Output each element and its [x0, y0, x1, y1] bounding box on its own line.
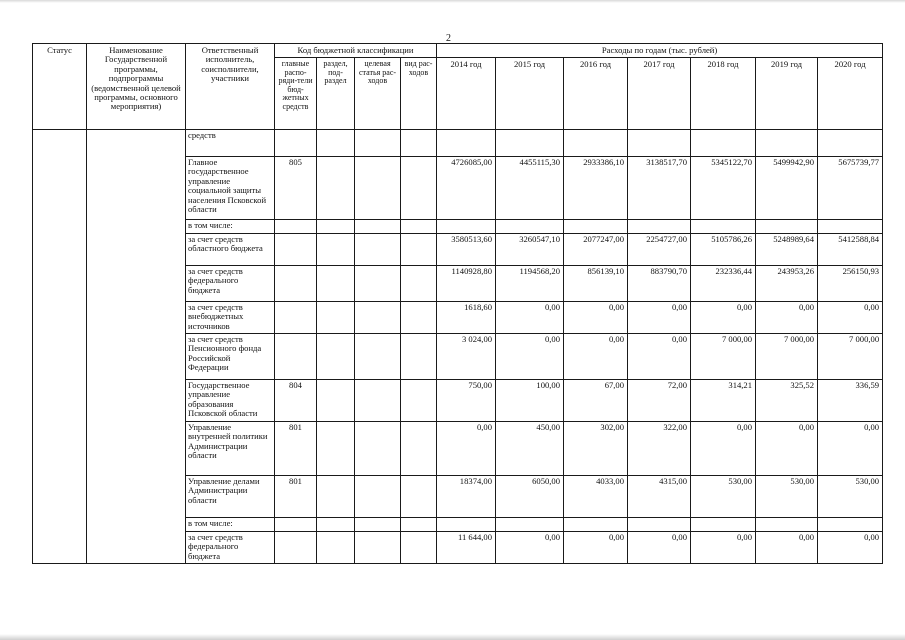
budget-table-container: [32, 43, 882, 570]
executor-cell: за счет средств федерального бюджета: [186, 532, 275, 564]
code-cell: [355, 334, 401, 380]
grbs-code-cell: 801: [275, 476, 317, 518]
amount-cell: 5345122,70: [691, 157, 756, 220]
amount-cell: 0,00: [437, 422, 496, 476]
program-name-cell: [87, 130, 186, 564]
code-cell: [355, 234, 401, 266]
amount-cell: 0,00: [756, 302, 818, 334]
code-cell: [317, 157, 355, 220]
grbs-code-cell: [275, 234, 317, 266]
header-executor: Ответственный исполнитель, соисполнители, участники: [186, 44, 275, 130]
code-cell: [317, 334, 355, 380]
amount-cell: [437, 130, 496, 157]
amount-cell: 11 644,00: [437, 532, 496, 564]
amount-cell: 243953,26: [756, 266, 818, 302]
amount-cell: 0,00: [691, 422, 756, 476]
amount-cell: 5105786,26: [691, 234, 756, 266]
amount-cell: 3580513,60: [437, 234, 496, 266]
amount-cell: 4455115,30: [496, 157, 564, 220]
amount-cell: [564, 130, 628, 157]
code-cell: [317, 234, 355, 266]
amount-cell: 336,59: [818, 380, 883, 422]
header-grbs: главные распо-ряди-тели бюд-жетных средств: [275, 58, 317, 130]
amount-cell: 322,00: [628, 422, 691, 476]
code-cell: [317, 476, 355, 518]
code-cell: [401, 334, 437, 380]
executor-cell: за счет средств областного бюджета: [186, 234, 275, 266]
amount-cell: [628, 130, 691, 157]
header-expenses: Расходы по годам (тыс. рублей): [437, 44, 883, 58]
amount-cell: 0,00: [756, 532, 818, 564]
amount-cell: 0,00: [628, 532, 691, 564]
code-cell: [355, 518, 401, 532]
amount-cell: 4315,00: [628, 476, 691, 518]
executor-cell: Главное государственное управление социальной защиты населения Псковской области: [186, 157, 275, 220]
amount-cell: 0,00: [628, 302, 691, 334]
scan-top-edge: [0, 0, 905, 3]
amount-cell: 302,00: [564, 422, 628, 476]
amount-cell: 1140928,80: [437, 266, 496, 302]
executor-cell: за счет средств внебюджетных источников: [186, 302, 275, 334]
amount-cell: 7 000,00: [756, 334, 818, 380]
executor-cell: за счет средств федерального бюджета: [186, 266, 275, 302]
amount-cell: 0,00: [818, 532, 883, 564]
header-rzpr: раздел, под-раздел: [317, 58, 355, 130]
header-status: Статус: [33, 44, 87, 130]
code-cell: [355, 266, 401, 302]
amount-cell: 0,00: [496, 302, 564, 334]
amount-cell: 4033,00: [564, 476, 628, 518]
code-cell: [401, 532, 437, 564]
code-cell: [401, 234, 437, 266]
code-cell: [317, 518, 355, 532]
amount-cell: 5499942,90: [756, 157, 818, 220]
amount-cell: 72,00: [628, 380, 691, 422]
amount-cell: [818, 220, 883, 234]
grbs-code-cell: [275, 518, 317, 532]
code-cell: [401, 518, 437, 532]
amount-cell: 0,00: [691, 302, 756, 334]
grbs-code-cell: 805: [275, 157, 317, 220]
amount-cell: [496, 518, 564, 532]
code-cell: [317, 422, 355, 476]
amount-cell: 750,00: [437, 380, 496, 422]
code-cell: [355, 422, 401, 476]
amount-cell: 6050,00: [496, 476, 564, 518]
grbs-code-cell: 801: [275, 422, 317, 476]
code-cell: [317, 266, 355, 302]
amount-cell: 0,00: [496, 334, 564, 380]
amount-cell: 0,00: [564, 334, 628, 380]
amount-cell: 3260547,10: [496, 234, 564, 266]
amount-cell: 530,00: [691, 476, 756, 518]
code-cell: [401, 302, 437, 334]
amount-cell: [628, 518, 691, 532]
code-cell: [401, 422, 437, 476]
amount-cell: [756, 220, 818, 234]
amount-cell: 530,00: [818, 476, 883, 518]
amount-cell: 5248989,64: [756, 234, 818, 266]
amount-cell: 256150,93: [818, 266, 883, 302]
amount-cell: 3138517,70: [628, 157, 691, 220]
amount-cell: 0,00: [691, 532, 756, 564]
code-cell: [317, 532, 355, 564]
amount-cell: [756, 518, 818, 532]
status-cell: [33, 130, 87, 564]
header-year: 2015 год: [496, 58, 564, 130]
amount-cell: 2254727,00: [628, 234, 691, 266]
grbs-code-cell: [275, 266, 317, 302]
code-cell: [355, 302, 401, 334]
amount-cell: [691, 130, 756, 157]
amount-cell: 4726085,00: [437, 157, 496, 220]
amount-cell: 18374,00: [437, 476, 496, 518]
amount-cell: 0,00: [818, 422, 883, 476]
executor-cell: средств: [186, 130, 275, 157]
table-body: [33, 130, 883, 564]
grbs-code-cell: [275, 532, 317, 564]
amount-cell: [691, 518, 756, 532]
amount-cell: 5675739,77: [818, 157, 883, 220]
executor-cell: Управление делами Администрации области: [186, 476, 275, 518]
code-cell: [355, 130, 401, 157]
amount-cell: 7 000,00: [818, 334, 883, 380]
amount-cell: 0,00: [496, 532, 564, 564]
grbs-code-cell: [275, 220, 317, 234]
grbs-code-cell: [275, 130, 317, 157]
amount-cell: 0,00: [628, 334, 691, 380]
grbs-code-cell: [275, 302, 317, 334]
code-cell: [317, 130, 355, 157]
code-cell: [401, 266, 437, 302]
code-cell: [401, 380, 437, 422]
executor-cell: Государственное управление образования Псковской области: [186, 380, 275, 422]
header-year: 2014 год: [437, 58, 496, 130]
grbs-code-cell: 804: [275, 380, 317, 422]
amount-cell: 0,00: [564, 302, 628, 334]
amount-cell: 0,00: [756, 422, 818, 476]
budget-table: [32, 43, 883, 564]
amount-cell: 0,00: [564, 532, 628, 564]
amount-cell: [564, 220, 628, 234]
amount-cell: [437, 518, 496, 532]
code-cell: [401, 220, 437, 234]
amount-cell: 530,00: [756, 476, 818, 518]
amount-cell: [818, 130, 883, 157]
header-vr: вид рас-ходов: [401, 58, 437, 130]
amount-cell: 1618,60: [437, 302, 496, 334]
code-cell: [355, 532, 401, 564]
code-cell: [317, 380, 355, 422]
code-cell: [355, 476, 401, 518]
executor-cell: Управление внутренней политики Администрации области: [186, 422, 275, 476]
amount-cell: [496, 220, 564, 234]
header-year: 2016 год: [564, 58, 628, 130]
code-cell: [317, 302, 355, 334]
executor-cell: в том числе:: [186, 518, 275, 532]
amount-cell: [628, 220, 691, 234]
scan-bottom-edge: [0, 634, 905, 640]
code-cell: [355, 220, 401, 234]
grbs-code-cell: [275, 334, 317, 380]
code-cell: [317, 220, 355, 234]
code-cell: [355, 157, 401, 220]
amount-cell: 0,00: [818, 302, 883, 334]
header-year: 2018 год: [691, 58, 756, 130]
page-number: 2: [446, 33, 451, 44]
header-year: 2017 год: [628, 58, 691, 130]
amount-cell: [496, 130, 564, 157]
amount-cell: 232336,44: [691, 266, 756, 302]
amount-cell: 883790,70: [628, 266, 691, 302]
amount-cell: 3 024,00: [437, 334, 496, 380]
amount-cell: 314,21: [691, 380, 756, 422]
code-cell: [401, 476, 437, 518]
amount-cell: 67,00: [564, 380, 628, 422]
header-year: 2020 год: [818, 58, 883, 130]
amount-cell: [818, 518, 883, 532]
amount-cell: 2077247,00: [564, 234, 628, 266]
amount-cell: 7 000,00: [691, 334, 756, 380]
amount-cell: [437, 220, 496, 234]
executor-cell: за счет средств Пенсионного фонда Российской Федерации: [186, 334, 275, 380]
code-cell: [401, 157, 437, 220]
amount-cell: [691, 220, 756, 234]
amount-cell: [564, 518, 628, 532]
code-cell: [355, 380, 401, 422]
code-cell: [401, 130, 437, 157]
executor-cell: в том числе:: [186, 220, 275, 234]
header-budget-code: Код бюджетной классификации: [275, 44, 437, 58]
amount-cell: [756, 130, 818, 157]
header-year: 2019 год: [756, 58, 818, 130]
amount-cell: 856139,10: [564, 266, 628, 302]
amount-cell: 1194568,20: [496, 266, 564, 302]
header-csr: целевая статья рас-ходов: [355, 58, 401, 130]
table-row: [33, 130, 883, 157]
amount-cell: 2933386,10: [564, 157, 628, 220]
amount-cell: 450,00: [496, 422, 564, 476]
amount-cell: 325,52: [756, 380, 818, 422]
header-name: Наименование Государственной программы, подпрограммы (ведомственной целевой программы, основного мероприятия): [87, 44, 186, 130]
amount-cell: 100,00: [496, 380, 564, 422]
amount-cell: 5412588,84: [818, 234, 883, 266]
